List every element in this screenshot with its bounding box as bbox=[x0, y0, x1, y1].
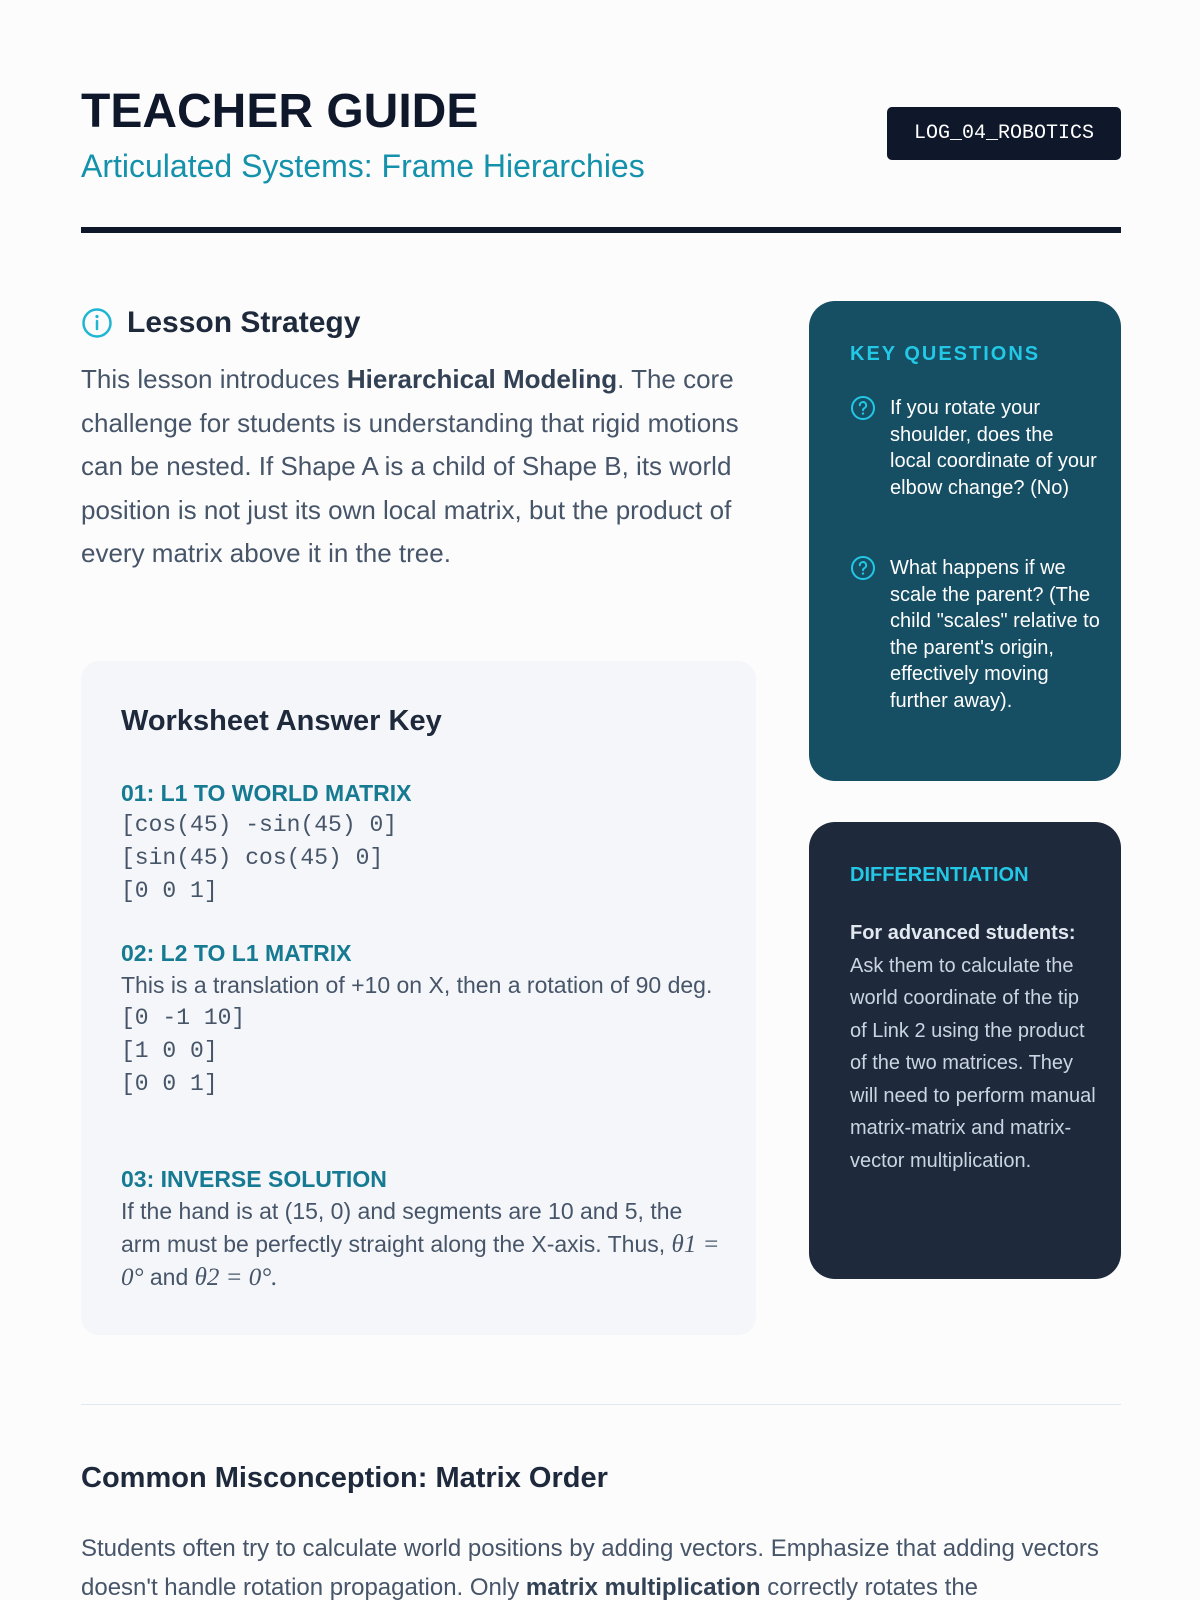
key-question-item bbox=[850, 555, 1100, 715]
lesson-strategy-title: Lesson Strategy bbox=[127, 306, 361, 339]
misconception-text bbox=[81, 1530, 1121, 1600]
answer-key-card bbox=[81, 661, 756, 1335]
answer-q2 bbox=[121, 937, 721, 1101]
matrix-row: [0 0 1] bbox=[121, 878, 218, 904]
misconception-text-bold: matrix multiplication bbox=[525, 1573, 761, 1600]
answer-q1 bbox=[121, 777, 721, 908]
differentiation-label: DIFFERENTIATION bbox=[850, 864, 1029, 886]
theta2-equation: θ2 = 0°. bbox=[194, 1264, 278, 1291]
answer-q3-sentence: If the hand is at (15, 0) and segments are 10 and 5, the arm must be perfectly straight along the X-axis. Thus, bbox=[121, 1198, 683, 1257]
log-code-badge: LOG_04_ROBOTICS bbox=[887, 107, 1121, 160]
answer-q3 bbox=[121, 1163, 721, 1294]
page-title: TEACHER GUIDE bbox=[81, 85, 479, 138]
lesson-strategy-text bbox=[81, 358, 761, 576]
matrix-row: [0 -1 10] bbox=[121, 1005, 246, 1031]
page-header bbox=[81, 82, 1121, 234]
answer-q1-label: 01: L1 TO WORLD MATRIX bbox=[121, 780, 412, 806]
strategy-text-part: This lesson introduces bbox=[81, 364, 347, 394]
strategy-text-part: . The core challenge for students is understanding that rigid motions can be nested. If Shape A is a child of Shape B, its world position is not just its own local matrix, but the product of every matrix above it in the tree. bbox=[81, 364, 739, 568]
and-word: and bbox=[149, 1264, 189, 1290]
key-questions-card bbox=[809, 301, 1121, 781]
key-question-text: What happens if we scale the parent? (The child "scales" relative to the parent's origin, effectively moving further away). bbox=[890, 557, 1100, 712]
answer-q2-label: 02: L2 TO L1 MATRIX bbox=[121, 940, 352, 966]
info-icon bbox=[81, 307, 113, 339]
key-questions-label: KEY QUESTIONS bbox=[850, 343, 1041, 365]
answer-q2-text: This is a translation of +10 on X, then a rotation of 90 deg. bbox=[121, 972, 713, 998]
answer-key-title: Worksheet Answer Key bbox=[121, 705, 442, 737]
lesson-strategy-heading bbox=[81, 306, 360, 340]
key-question-text: If you rotate your shoulder, does the local coordinate of your elbow change? (No) bbox=[890, 397, 1097, 499]
misconception-text-part: correctly rotates the bbox=[760, 1573, 979, 1600]
question-circle-icon bbox=[850, 395, 876, 421]
differentiation-bold: For advanced students: bbox=[850, 922, 1076, 944]
theta1-equation: θ1 = 0° bbox=[121, 1231, 720, 1291]
key-question-item bbox=[850, 395, 1100, 501]
differentiation-text bbox=[850, 917, 1100, 1177]
differentiation-card bbox=[809, 822, 1121, 1279]
misconception-text-part: Students often try to calculate world positions by adding vectors. Emphasize that adding vectors doesn't handle rotation propagation. Only bbox=[81, 1535, 1099, 1600]
matrix-row: [sin(45) cos(45) 0] bbox=[121, 845, 384, 871]
matrix-row: [0 0 1] bbox=[121, 1071, 218, 1097]
strategy-text-bold: Hierarchical Modeling bbox=[346, 364, 618, 394]
page-subtitle: Articulated Systems: Frame Hierarchies bbox=[81, 148, 645, 184]
matrix-row: [cos(45) -sin(45) 0] bbox=[121, 812, 398, 838]
question-circle-icon bbox=[850, 555, 876, 581]
matrix-row: [1 0 0] bbox=[121, 1038, 218, 1064]
header-divider bbox=[81, 227, 1121, 233]
misconception-title: Common Misconception: Matrix Order bbox=[81, 1462, 608, 1494]
answer-q3-text bbox=[121, 1195, 721, 1294]
answer-q3-label: 03: INVERSE SOLUTION bbox=[121, 1166, 387, 1192]
differentiation-body: Ask them to calculate the world coordinate of the tip of Link 2 using the product of the two matrices. They will need to perform manual matrix-matrix and matrix-vector multiplication. bbox=[850, 954, 1096, 1172]
section-divider bbox=[81, 1404, 1121, 1405]
